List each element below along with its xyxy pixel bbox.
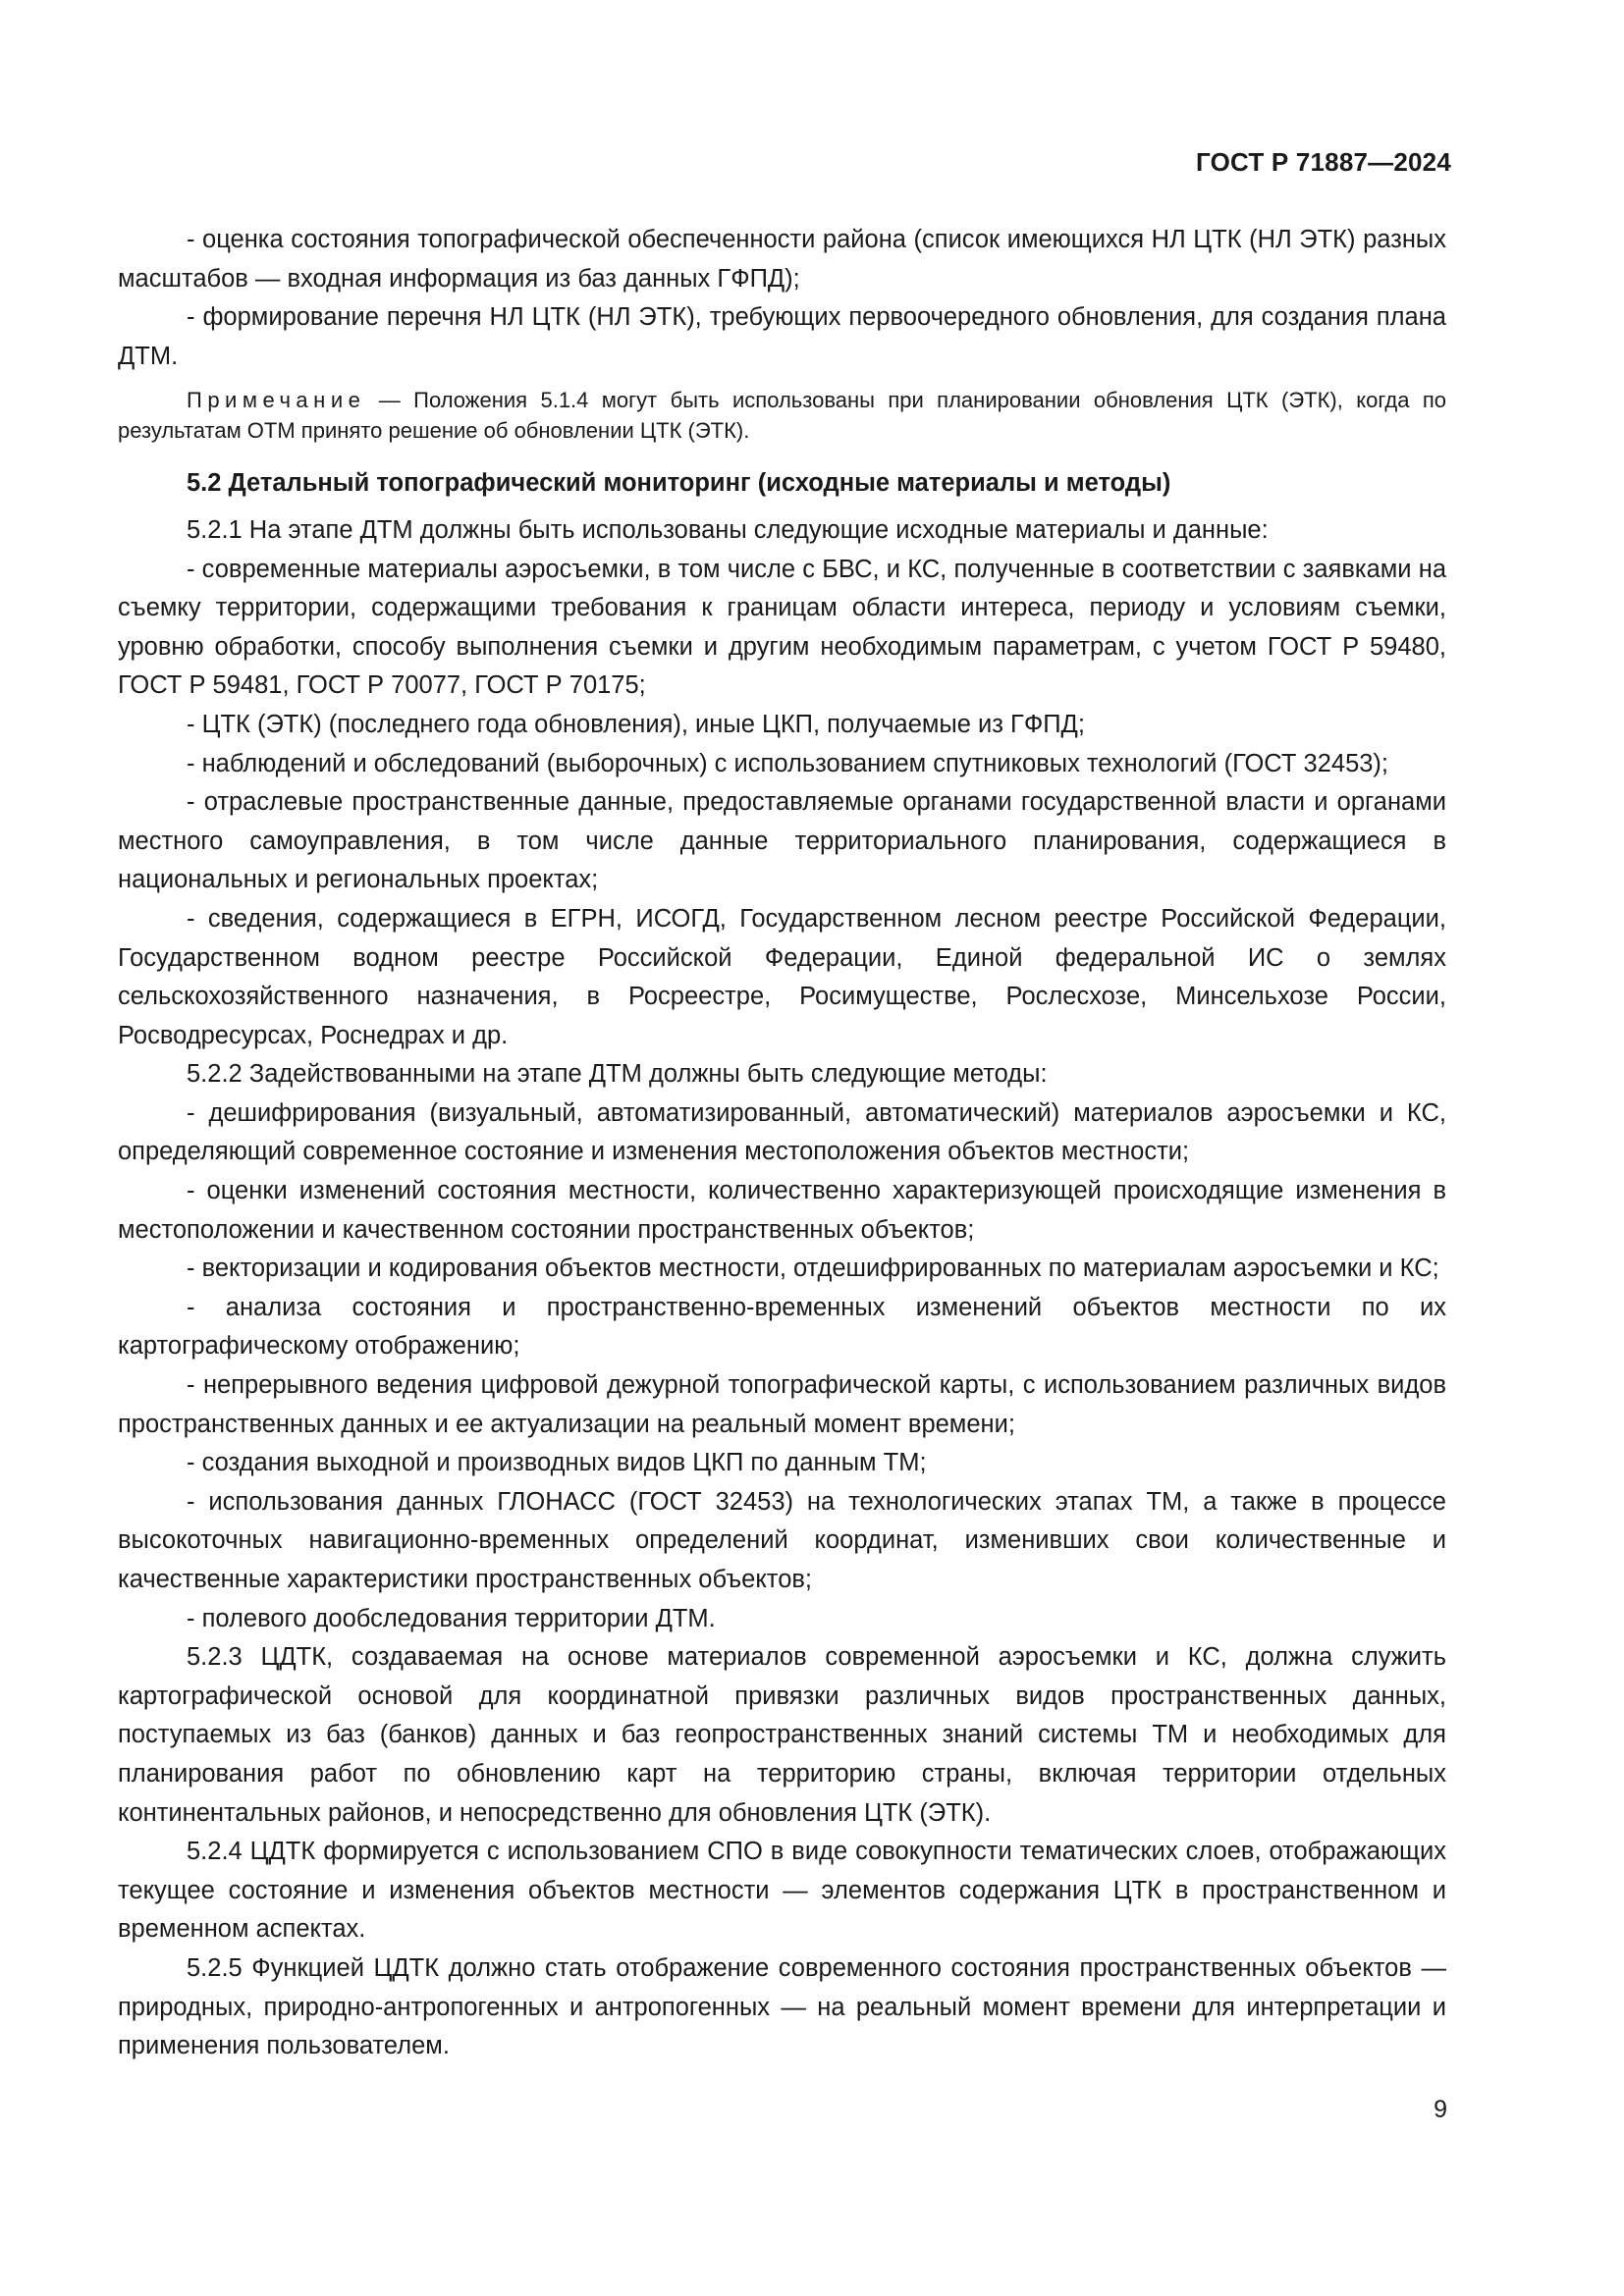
document-id-header: ГОСТ Р 71887—2024 bbox=[1196, 147, 1451, 177]
clause-5-2-3: 5.2.3 ЦДТК, создаваемая на основе материалов современной аэросъемки и КС, должна служить картографической основой для координатной привязки различных видов пространственных данных, поступаемых из баз (банков) данных и баз геопространственных знаний системы ТМ и необходимых для планирования работ по обновлению карт на территорию страны, включая территории отдельных континентальных районов, и непосредственно для обновления ЦТК (ЭТК). bbox=[118, 1643, 1446, 1827]
clause-5-2-1-lead: 5.2.1 На этапе ДТМ должны быть использованы следующие исходные материалы и данные: bbox=[187, 515, 1269, 544]
list-item: - наблюдений и обследований (выборочных) с использованием спутниковых технологий (ГОСТ 32453); bbox=[187, 749, 1389, 777]
clause-5-2-4: 5.2.4 ЦДТК формируется с использованием СПО в виде совокупности тематических слоев, отображающих текущее состояние и изменения объектов местности — элементов содержания ЦТК в пространственном и временном аспектах. bbox=[118, 1838, 1446, 1944]
list-item: - анализа состояния и пространственно-временных изменений объектов местности по их картографическому отображению; bbox=[118, 1293, 1446, 1361]
list-item: - отраслевые пространственные данные, предоставляемые органами государственной власти и органами местного самоуправления, в том числе данные территориального планирования, содержащиеся в национальных и региональных проектах; bbox=[118, 788, 1446, 894]
note bbox=[118, 385, 1446, 446]
list-item: - использования данных ГЛОНАСС (ГОСТ 32453) на технологических этапах ТМ, а также в процессе высокоточных навигационно-временных определений координат, изменивших свои количественные и качественные характеристики пространственных объектов; bbox=[118, 1487, 1446, 1593]
list-item: - сведения, содержащиеся в ЕГРН, ИСОГД, Государственном лесном реестре Российской Федерации, Государственном водном реестре Российской Федерации, Единой федеральной ИС о землях сельскохозяйственного назначения, в Росреестре, Росимуществе, Рослесхозе, Минсельхозе России, Росводресурсах, Роснедрах и др. bbox=[118, 904, 1446, 1049]
note-text: — Положения 5.1.4 могут быть использованы при планировании обновления ЦТК (ЭТК), когда по результатам ОТМ принято решение об обновлении ЦТК (ЭТК). bbox=[118, 388, 1446, 444]
note-label: Примечание bbox=[187, 388, 366, 413]
clause-5-2-5: 5.2.5 Функцией ЦДТК должно стать отображение современного состояния пространственных объектов — природных, природно-антропогенных и антропогенных — на реальный момент времени для интерпретации и применения пользователем. bbox=[118, 1953, 1446, 2060]
list-item: - создания выходной и производных видов ЦКП по данным ТМ; bbox=[187, 1449, 927, 1477]
list-item: - непрерывного ведения цифровой дежурной топографической карты, с использованием различных видов пространственных данных и ее актуализации на реальный момент времени; bbox=[118, 1371, 1446, 1438]
list-item: - векторизации и кодирования объектов местности, отдешифрированных по материалам аэросъемки и КС; bbox=[187, 1255, 1439, 1283]
list-item: - оценки изменений состояния местности, количественно характеризующей происходящие изменения в местоположении и качественном состоянии пространственных объектов; bbox=[118, 1177, 1446, 1244]
section-title: 5.2 Детальный топографический мониторинг (исходные материалы и методы) bbox=[187, 469, 1171, 498]
clause-5-2-2-lead: 5.2.2 Задействованными на этапе ДТМ должны быть следующие методы: bbox=[187, 1060, 1048, 1089]
intro-item: - формирование перечня НЛ ЦТК (НЛ ЭТК), требующих первоочередного обновления, для создания плана ДТМ. bbox=[118, 303, 1446, 370]
page-content bbox=[118, 221, 1446, 2066]
list-item: - дешифрирования (визуальный, автоматизированный, автоматический) материалов аэросъемки и КС, определяющий современное состояние и изменения местоположения объектов местности; bbox=[118, 1098, 1446, 1166]
page-number: 9 bbox=[1434, 2096, 1447, 2123]
intro-item: - оценка состояния топографической обеспеченности района (список имеющихся НЛ ЦТК (НЛ ЭТК) разных масштабов — входная информация из баз данных ГФПД); bbox=[118, 226, 1446, 293]
list-item: - ЦТК (ЭТК) (последнего года обновления), иные ЦКП, получаемые из ГФПД; bbox=[187, 710, 1085, 738]
list-item: - современные материалы аэросъемки, в том числе с БВС, и КС, полученные в соответствии с заявками на съемку территории, содержащими требования к границам области интереса, периоду и условиям съемки, уровню обработки, способу выполнения съемки и другим необходимым параметрам, с учетом ГОСТ Р 59480, ГОСТ Р 59481, ГОСТ Р 70077, ГОСТ Р 70175; bbox=[118, 555, 1446, 700]
list-item: - полевого дообследования территории ДТМ. bbox=[187, 1604, 716, 1632]
